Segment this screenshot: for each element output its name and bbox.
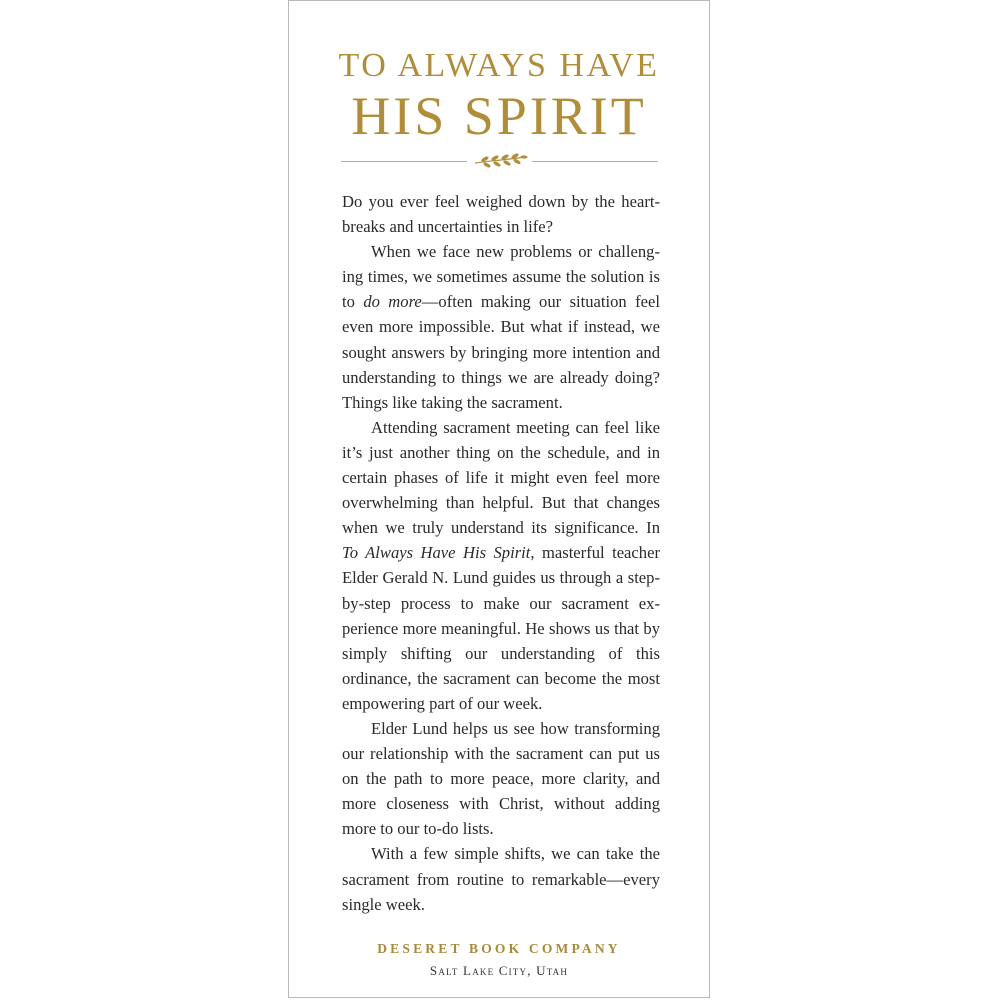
paragraph-2-emphasis: do more	[363, 292, 422, 312]
book-jacket-flap	[288, 0, 710, 998]
title-line-1	[289, 47, 709, 85]
paragraph-4	[342, 716, 660, 841]
paragraph-4-text: Elder Lund helps us see how transforming our relationship with the sacrament can put us on the path to more peace, more clarity, and more closeness with Christ, without adding more to our to-do lists.	[342, 718, 660, 839]
description-body	[342, 189, 660, 917]
paragraph-3-text-end: , masterful teacher Elder Gerald N. Lund guides us through a step-by-step process to make our sacrament ex-perience more meaningful. He shows us that by simply shifting our understanding of this ordinance, the sacrament can become the most empowering part of our week.	[342, 543, 660, 713]
publisher-city-text: Salt Lake City, Utah	[429, 963, 569, 978]
title-line-1-text: TO ALWAYS HAVE	[338, 47, 660, 84]
paragraph-2-text-start: When we face new problems or challeng-ing times, we sometimes assume the solution is to	[342, 242, 660, 312]
publisher-name: DESERET BOOK COMPANY	[377, 941, 621, 956]
wheat-sprig-icon	[471, 151, 529, 171]
publisher-city	[289, 963, 709, 979]
paragraph-3-text-start: Attending sacrament meeting can feel like it’s just another thing on the schedule, and in certain phases of life it might even feel more overwhelming than helpful. But that changes when we truly understand its significance. In	[342, 417, 660, 538]
paragraph-5-text: With a few simple shifts, we can take the sacrament from routine to remarkable—every single week.	[342, 844, 660, 914]
divider-right	[532, 161, 658, 162]
paragraph-1-text: Do you ever feel weighed down by the heart-breaks and uncertainties in life?	[342, 192, 660, 237]
title-line-2	[289, 85, 709, 147]
paragraph-5	[342, 841, 660, 916]
divider-left	[341, 161, 467, 162]
paragraph-1	[342, 189, 660, 239]
paragraph-2	[342, 239, 660, 415]
paragraph-3	[342, 415, 660, 716]
book-title-italic: To Always Have His Spirit	[342, 543, 531, 563]
paragraph-2-text-end: —often making our situation feel even more impossible. But what if instead, we sought answers by bringing more intention and understanding to things we are already doing? Things like taking the sacrament.	[342, 292, 660, 412]
title-line-2-text: HIS SPIRIT	[351, 86, 647, 146]
